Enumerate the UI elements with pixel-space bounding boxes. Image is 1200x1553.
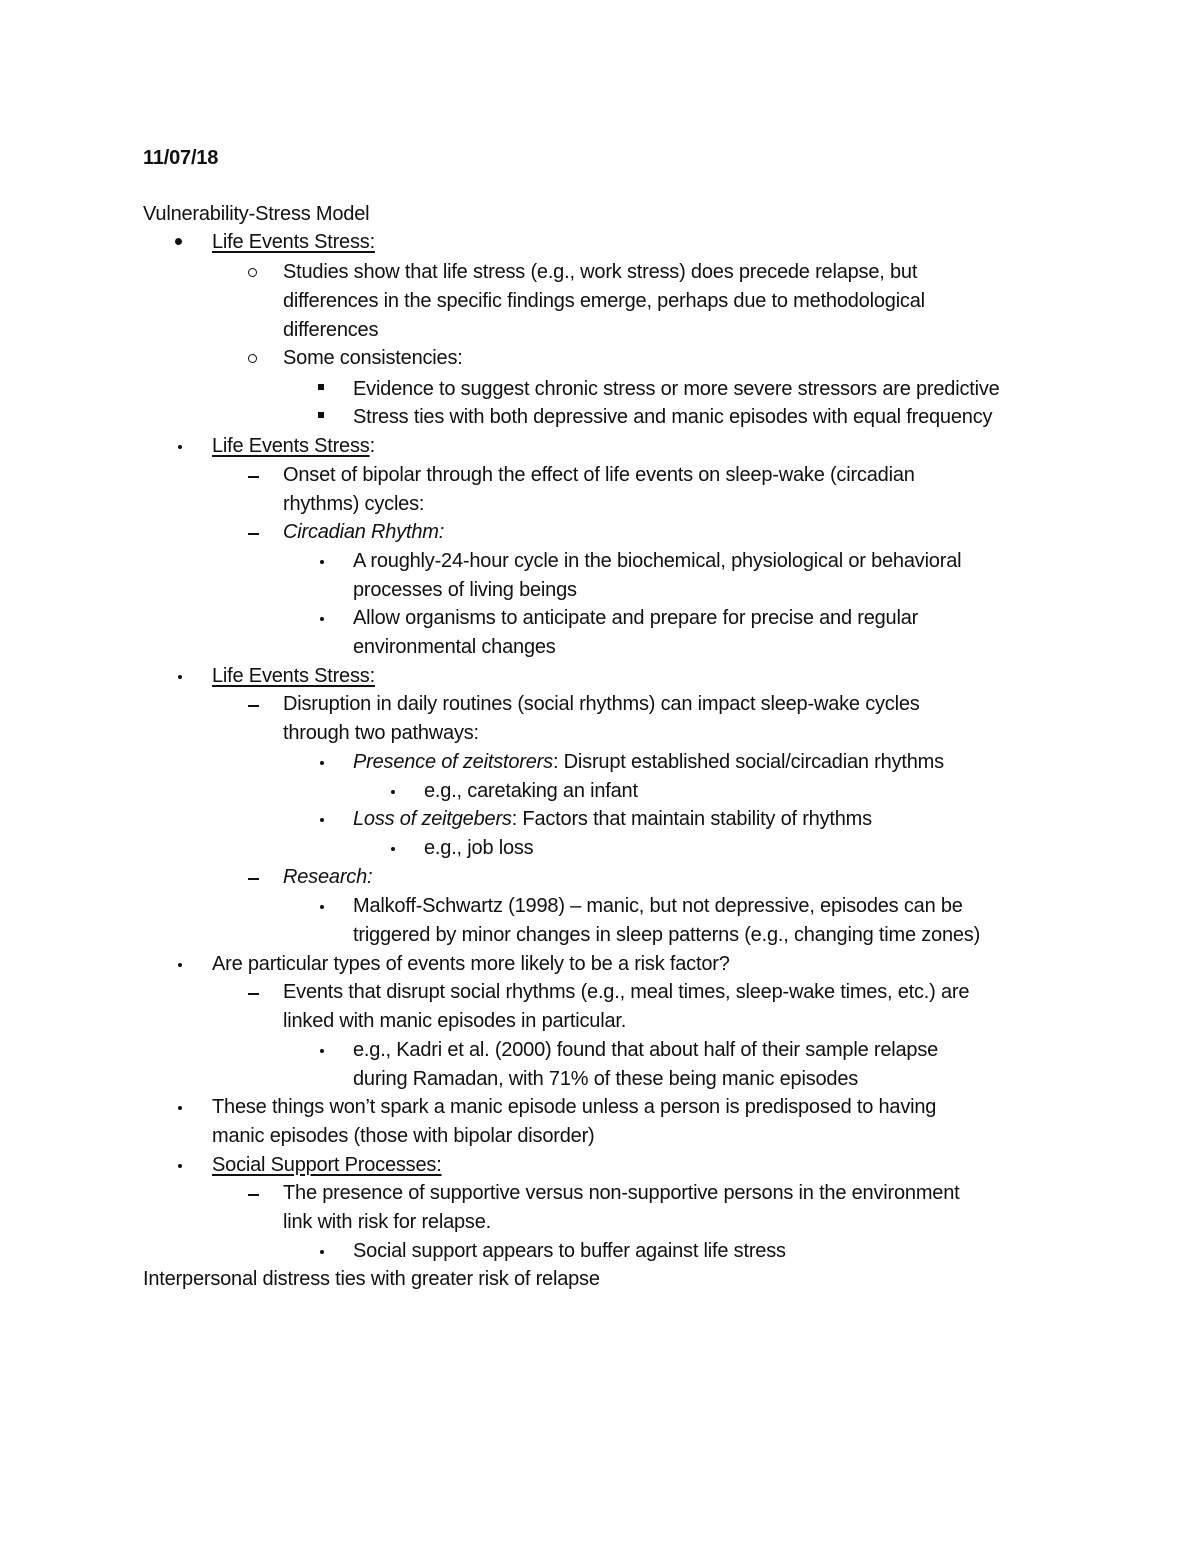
list-item (353, 805, 872, 833)
list-item: Evidence to suggest chronic stress or more severe stressors are predictive (353, 378, 1000, 400)
list-item-continuation: rhythms) cycles: (283, 493, 425, 515)
date: 11/07/18 (143, 147, 219, 169)
bullet-dot-icon (178, 445, 182, 449)
list-item: These things won’t spark a manic episode unless a person is predisposed to having (212, 1096, 937, 1118)
bullet-dot-icon (320, 818, 324, 822)
bullet-dash-icon (248, 878, 259, 880)
list-item: Allow organisms to anticipate and prepare for precise and regular (353, 607, 919, 629)
bullet-square-icon (318, 384, 324, 390)
list-item: The presence of supportive versus non-supportive persons in the environment (283, 1182, 960, 1204)
bullet-dot-icon (320, 1250, 324, 1254)
term: Loss of zeitgebers (353, 808, 512, 830)
list-item: e.g., Kadri et al. (2000) found that about half of their sample relapse (353, 1039, 939, 1061)
bullet-dot-icon (391, 847, 395, 851)
section-heading: Life Events Stress: (212, 231, 375, 253)
list-item-continuation: during Ramadan, with 71% of these being manic episodes (353, 1068, 859, 1090)
section-heading: Social Support Processes: (212, 1154, 442, 1176)
list-item-continuation: environmental changes (353, 636, 556, 658)
section-heading (212, 432, 375, 460)
bullet-disc-icon (175, 238, 182, 245)
list-item: A roughly-24-hour cycle in the biochemical, physiological or behavioral (353, 550, 962, 572)
bullet-dot-icon (178, 1164, 182, 1168)
list-item-continuation: processes of living beings (353, 579, 577, 601)
list-item: Some consistencies: (283, 347, 463, 369)
document-title: Vulnerability-Stress Model (143, 203, 370, 225)
bullet-dot-icon (178, 1106, 182, 1110)
section-heading-text: Life Events Stress (212, 435, 370, 457)
list-item-continuation: manic episodes (those with bipolar disorder) (212, 1125, 595, 1147)
list-item: Circadian Rhythm: (283, 521, 445, 543)
bullet-dash-icon (248, 993, 259, 995)
section-heading-colon: : (369, 435, 375, 457)
list-item: Studies show that life stress (e.g., work stress) does precede relapse, but (283, 261, 918, 283)
definition: : Factors that maintain stability of rhythms (511, 808, 872, 830)
bullet-dot-icon (320, 761, 324, 765)
bullet-dot-icon (320, 617, 324, 621)
list-item-continuation: differences in the specific findings emerge, perhaps due to methodological (283, 290, 925, 312)
list-item: Social support appears to buffer against life stress (353, 1240, 786, 1262)
list-item: Onset of bipolar through the effect of life events on sleep-wake (circadian (283, 464, 915, 486)
bullet-dot-icon (320, 1049, 324, 1053)
term: Presence of zeitstorers (353, 751, 553, 773)
bullet-dash-icon (248, 705, 259, 707)
bullet-circle-icon (248, 354, 257, 363)
bullet-dash-icon (248, 476, 259, 478)
list-item-continuation: through two pathways: (283, 722, 479, 744)
list-item-continuation: linked with manic episodes in particular. (283, 1010, 627, 1032)
list-item: e.g., caretaking an infant (424, 780, 638, 802)
list-item-continuation: differences (283, 319, 379, 341)
list-item: Stress ties with both depressive and manic episodes with equal frequency (353, 406, 993, 428)
bullet-square-icon (318, 412, 324, 418)
bullet-dot-icon (320, 905, 324, 909)
closing-line: Interpersonal distress ties with greater risk of relapse (143, 1268, 600, 1290)
list-item: Malkoff-Schwartz (1998) – manic, but not depressive, episodes can be (353, 895, 963, 917)
bullet-dot-icon (320, 560, 324, 564)
section-heading: Life Events Stress: (212, 665, 375, 687)
list-item (353, 748, 944, 776)
list-item: e.g., job loss (424, 837, 534, 859)
bullet-dot-icon (178, 963, 182, 967)
definition: : Disrupt established social/circadian rhythms (552, 751, 944, 773)
list-item-continuation: triggered by minor changes in sleep patterns (e.g., changing time zones) (353, 924, 981, 946)
list-item-continuation: link with risk for relapse. (283, 1211, 491, 1233)
bullet-dash-icon (248, 1194, 259, 1196)
bullet-dot-icon (391, 790, 395, 794)
list-item: Events that disrupt social rhythms (e.g., meal times, sleep-wake times, etc.) are (283, 981, 970, 1003)
list-item: Are particular types of events more likely to be a risk factor? (212, 953, 730, 975)
bullet-circle-icon (248, 268, 257, 277)
list-item: Research: (283, 866, 373, 888)
bullet-dash-icon (248, 533, 259, 535)
bullet-dot-icon (178, 675, 182, 679)
list-item: Disruption in daily routines (social rhythms) can impact sleep-wake cycles (283, 693, 920, 715)
